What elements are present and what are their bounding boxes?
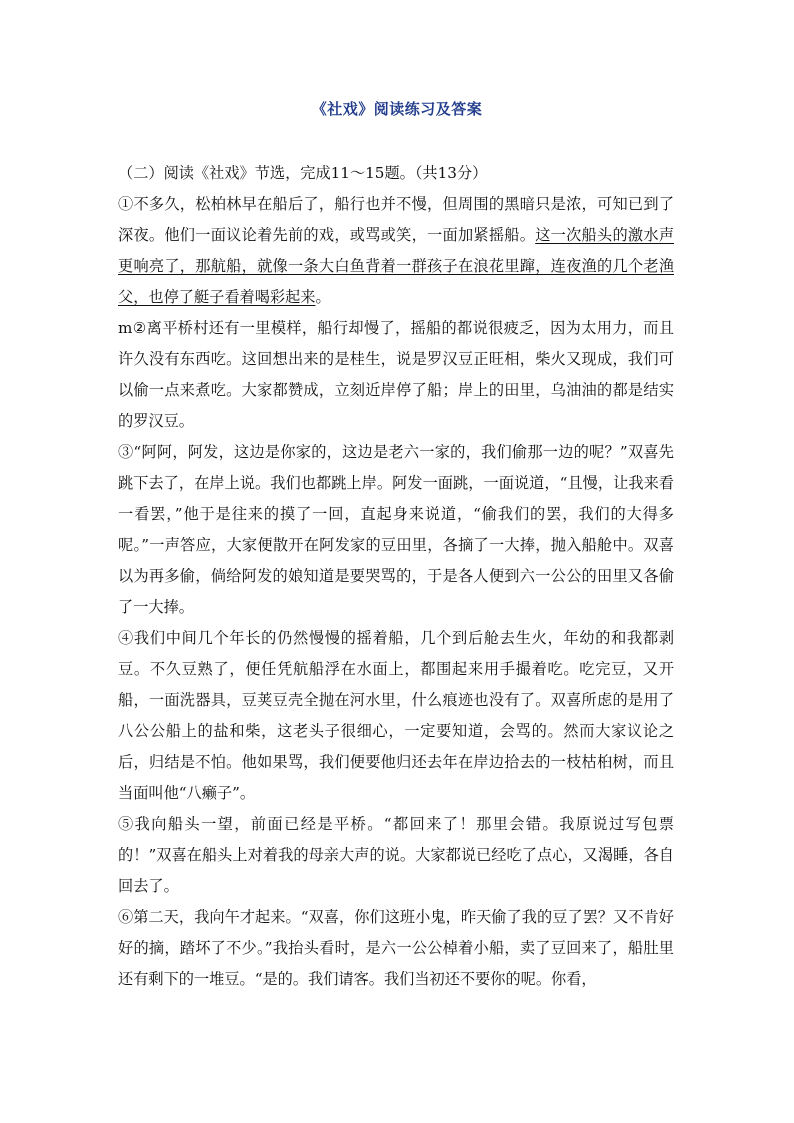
paragraph-1 [118,189,674,313]
document-body [118,158,674,995]
paragraph-6: ⑥第二天，我向午才起来。“双喜，你们这班小鬼，昨天偷了我的豆了罢？又不肯好好的摘，踏坏了不少。”我抬头看时，是六一公公棹着小船，卖了豆回来了，船肚里还有剩下的一堆豆。“是的。我们请客。我们当初还不要你的呢。你看， [118,908,674,988]
paragraph-4: ④我们中间几个年长的仍然慢慢的摇着船，几个到后舱去生火，年幼的和我都剥豆。不久豆熟了，便任凭航船浮在水面上，都围起来用手撮着吃。吃完豆，又开船，一面洗器具，豆荚豆壳全抛在河水里，什么痕迹也没有了。双喜所虑的是用了八公公船上的盐和柴，这老头子很细心，一定要知道，会骂的。然而大家议论之后，归结是不怕。他如果骂，我们便要他归还去年在岸边拾去的一枝枯桕树，而且当面叫他“八癞子”。 [118,629,674,802]
question-intro: （二）阅读《社戏》节选，完成11～15题。（共13分） [118,164,488,182]
paragraph-5: ⑤我向船头一望，前面已经是平桥。“都回来了！那里会错。我原说过写包票的！”双喜在船头上对着我的母亲大声的说。大家都说已经吃了点心，又渴睡，各自回去了。 [118,815,674,895]
paragraph-1-underlined-sentence: 这一次船头的激水声更响亮了，那航船，就像一条大白鱼背着一群孩子在浪花里蹿，连夜渔的几个老渔父，也停了艇子看着喝彩起来 [118,226,675,306]
page-title: 《社戏》阅读练习及答案 [311,100,483,118]
paragraph-3: ③“阿阿，阿发，这边是你家的，这边是老六一家的，我们偷那一边的呢？”双喜先跳下去了，在岸上说。我们也都跳上岸。阿发一面跳，一面说道，“且慢，让我来看一看罢，”他于是往来的摸了一回，直起身来说道，“偷我们的罢，我们的大得多呢。”一声答应，大家便散开在阿发家的豆田里，各摘了一大捧，抛入船舱中。双喜以为再多偷，倘给阿发的娘知道是要哭骂的，于是各人便到六一公公的田里又各偷了一大捧。 [118,443,674,616]
paragraph-1-end: 。 [315,288,331,306]
paragraph-2: m②离平桥村还有一里模样，船行却慢了，摇船的都说很疲乏，因为太用力，而且许久没有东西吃。这回想出来的是桂生，说是罗汉豆正旺相，柴火又现成，我们可以偷一点来煮吃。大家都赞成，立刻近岸停了船；岸上的田里，乌油油的都是结实的罗汉豆。 [118,319,674,430]
paragraph-1-text: ①不多久，松柏林早在船后了，船行也并不慢，但周围的黑暗只是浓，可知已到了深夜。他们一面议论着先前的戏，或骂或笑，一面加紧摇船。 [118,195,674,244]
